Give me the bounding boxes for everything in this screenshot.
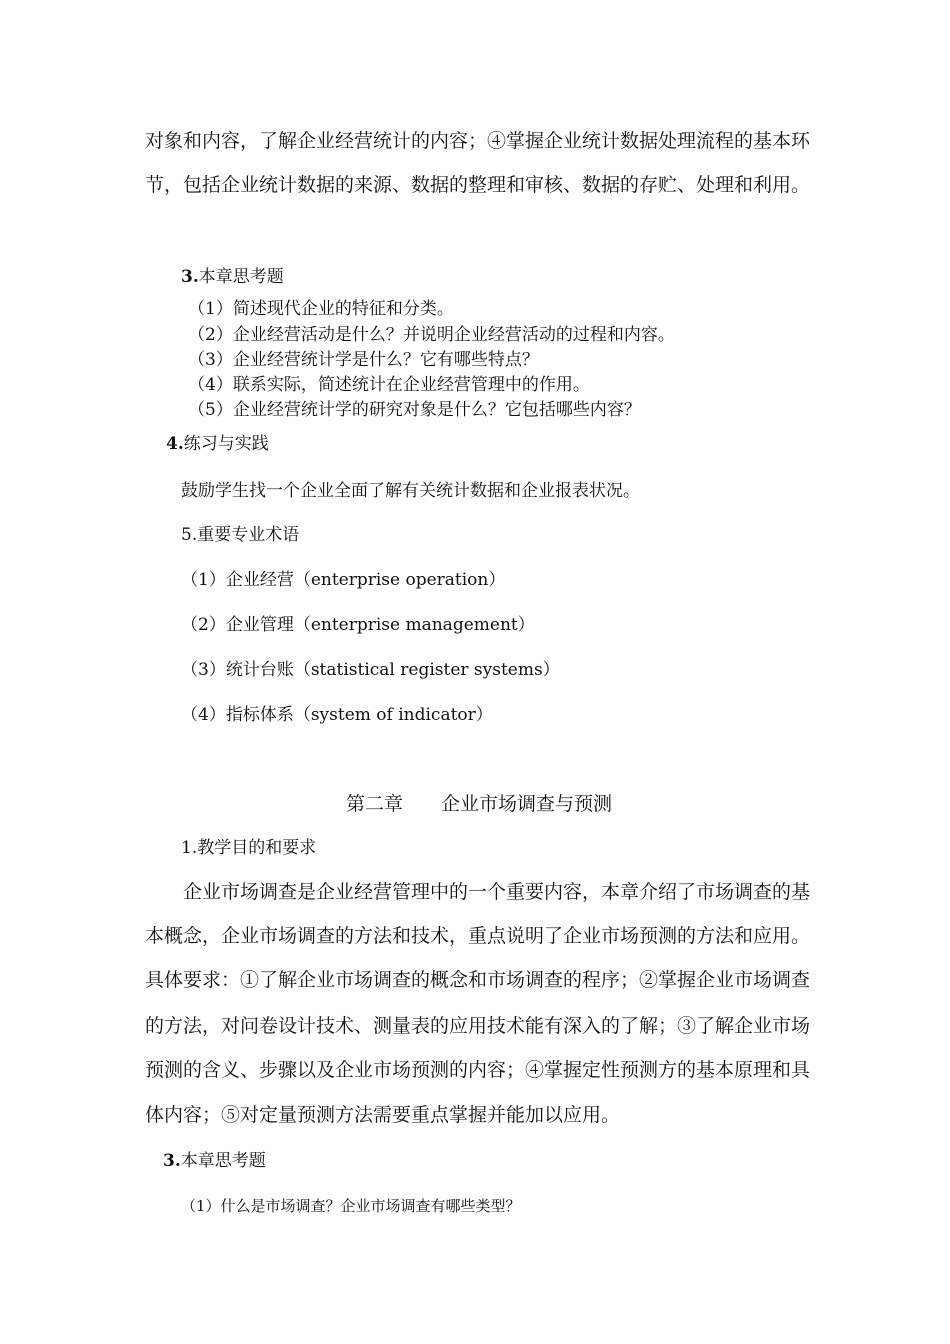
term-2: （2）企业管理（enterprise management）: [181, 615, 535, 635]
section3-question-1: （1）简述现代企业的特征和分类。: [188, 299, 454, 319]
section3-question-2: （2）企业经营活动是什么？并说明企业经营活动的过程和内容。: [188, 325, 675, 345]
intro-line-1: 对象和内容，了解企业经营统计的内容；④掌握企业统计数据处理流程的基本环: [145, 130, 811, 152]
section3-title: 本章思考题: [198, 267, 284, 287]
chapter-paragraph-line-6: 体内容；⑤对定量预测方法需要重点掌握并能加以应用。: [145, 1104, 621, 1126]
objectives-title: 1.教学目的和要求: [181, 838, 317, 858]
section3-question-3: （3）企业经营统计学是什么？它有哪些特点？: [188, 350, 539, 370]
section4-title: 练习与实践: [183, 434, 269, 454]
intro-line-2: 节，包括企业统计数据的来源、数据的整理和审核、数据的存贮、处理和利用。: [145, 174, 811, 196]
chapter-paragraph-line-2: 本概念，企业市场调查的方法和技术，重点说明了企业市场预测的方法和应用。: [145, 925, 811, 947]
section4-number: 4.: [166, 434, 184, 454]
section3-question-4: （4）联系实际，简述统计在企业经营管理中的作用。: [188, 375, 590, 395]
term-3: （3）统计台账（statistical register systems）: [181, 660, 560, 680]
chapter2-section3-number: 3.: [163, 1151, 181, 1171]
chapter-paragraph-line-1: 企业市场调查是企业经营管理中的一个重要内容，本章介绍了市场调查的基: [183, 881, 811, 903]
chapter-paragraph-line-5: 预测的含义、步骤以及企业市场预测的内容；④掌握定性预测方的基本原理和具: [145, 1059, 811, 1081]
chapter2-section3-heading: [163, 1146, 266, 1171]
section4-text: 鼓励学生找一个企业全面了解有关统计数据和企业报表状况。: [181, 481, 640, 501]
section3-heading: [181, 262, 284, 287]
term-4: （4）指标体系（system of indicator）: [181, 705, 493, 725]
chapter-heading: 第二章 企业市场调查与预测: [346, 793, 613, 815]
chapter-paragraph-line-4: 的方法，对问卷设计技术、测量表的应用技术能有深入的了解；③了解企业市场: [145, 1015, 811, 1037]
chapter2-question-1: （1）什么是市场调查？企业市场调查有哪些类型？: [181, 1197, 521, 1215]
term-1: （1）企业经营（enterprise operation）: [181, 570, 506, 590]
section3-question-5: （5）企业经营统计学的研究对象是什么？它包括哪些内容？: [188, 400, 641, 420]
section5-title: 5.重要专业术语: [181, 525, 300, 545]
chapter2-section3-title: 本章思考题: [180, 1151, 266, 1171]
section4-heading: [166, 429, 269, 454]
chapter-paragraph-line-3: 具体要求：①了解企业市场调查的概念和市场调查的程序；②掌握企业市场调查: [145, 969, 811, 991]
section3-number: 3.: [181, 267, 199, 287]
